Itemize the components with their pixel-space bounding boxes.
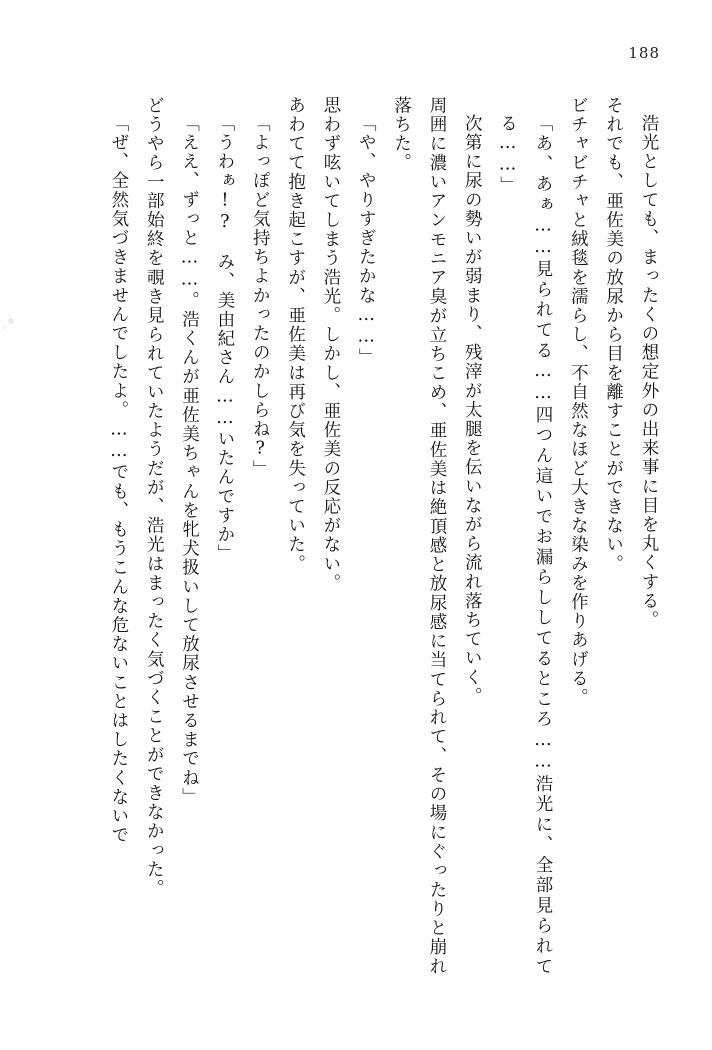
paragraph: それでも、亜佐美の放尿から目を離すことができない。 bbox=[603, 96, 624, 574]
paragraph: 「うわぁ!? み、美由紀さん……いたんですか」 bbox=[214, 114, 235, 564]
paragraph: 浩光としても、まったくの想定外の出来事に目を丸くする。 bbox=[639, 114, 659, 630]
paragraph: あわてて抱き起こすが、亜佐美は再び気を失っていた。 bbox=[285, 96, 306, 574]
paragraph: 次第に尿の勢いが弱まり、残滓が太腿を伝いながら流れ落ちていく。 bbox=[462, 114, 483, 707]
paragraph: 「あ、あぁ……見られてる……四つん這いでお漏らししてるところ……浩光に、全部見られてる……」 bbox=[497, 114, 553, 976]
scan-speck bbox=[8, 318, 14, 324]
paragraph: 思わず呟いてしまう浩光。しかし、亜佐美の反応がない。 bbox=[320, 96, 341, 593]
paragraph: 「ええ、ずっと……。浩くんが亜佐美ちゃんを牝犬扱いして放尿させるまでね」 bbox=[179, 114, 200, 807]
paragraph: 「よっぽど気持ちよかったのかしらね?」 bbox=[250, 114, 271, 480]
paragraph: ビチャビチャと絨毯を濡らし、不自然なほど大きな染みを作りあげる。 bbox=[568, 96, 589, 708]
paragraph: 「や、やりすぎたかな……」 bbox=[356, 114, 377, 368]
paragraph: 周囲に濃いアンモニア臭が立ちこめ、亜佐美は絶頂感と放尿感に当てられて、その場にぐったりと崩れ落ちた。 bbox=[391, 96, 447, 976]
paragraph: 「ぜ、全然気づきませんでしたよ。……でも、もうこんな危ないことはしたくないで bbox=[108, 114, 129, 845]
page-body-text bbox=[46, 96, 666, 976]
page-number: 188 bbox=[628, 44, 660, 62]
scan-speck bbox=[3, 326, 6, 329]
paragraph: どうやら一部始終を覗き見られていたようだが、浩光はまったく気づくことができなかった。 bbox=[144, 96, 165, 899]
